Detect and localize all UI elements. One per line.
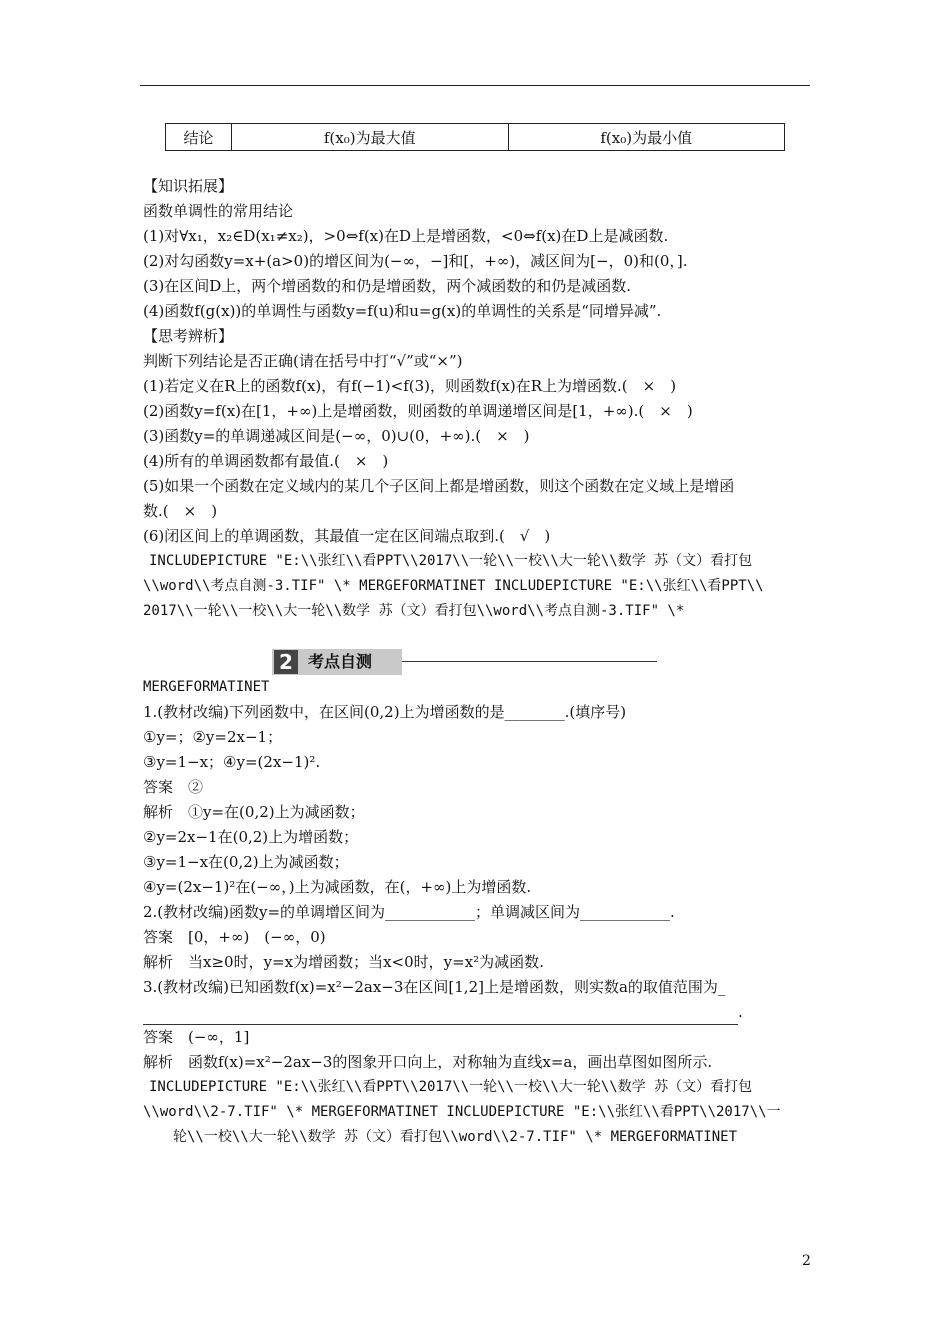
- answer-blank-line: [143, 1000, 823, 1025]
- analysis-line: 解析 函数f(x)=x²−2ax−3的图象开口向上，对称轴为直线x=a，画出草图如图所示.: [143, 1053, 713, 1071]
- analysis-line: 解析 ①y=在(0,2)上为减函数；: [143, 803, 365, 821]
- text-line: (5)如果一个函数在定义域内的某几个子区间上都是增函数，则这个函数在定义域上是增函: [143, 477, 735, 495]
- conclusion-table: [165, 123, 785, 151]
- text-line: ①y=；②y=2x−1；: [143, 728, 283, 746]
- text-line: (4)函数f(g(x))的单调性与函数y=f(u)和u=g(x)的单调性的关系是“同增异减”.: [143, 302, 662, 320]
- field-code-line: INCLUDEPICTURE "E:\\张红\\看PPT\\2017\\一轮\\一校\\大一轮\\数学 苏（文）看打包: [149, 1079, 753, 1095]
- field-code-line: MERGEFORMATINET: [143, 679, 270, 695]
- field-code-line: \\word\\考点自测-3.TIF" \* MERGEFORMATINET INCLUDEPICTURE "E:\\张红\\看PPT\\: [143, 578, 764, 594]
- text-line: 数.( × ): [143, 502, 218, 520]
- analysis-line: 解析 当x≥0时，y=x为增函数；当x<0时，y=x²为减函数.: [143, 953, 544, 971]
- field-code-line: \\word\\2-7.TIF" \* MERGEFORMATINET INCLUDEPICTURE "E:\\张红\\看PPT\\2017\\一: [143, 1104, 781, 1120]
- blank-end: .: [738, 1003, 743, 1021]
- text-line: ③y=1−x；④y=(2x−1)².: [143, 753, 321, 771]
- text-line: 函数单调性的常用结论: [143, 202, 294, 220]
- text-line: (2)函数y=f(x)在[1，+∞)上是增函数，则函数的单调递增区间是[1，+∞).( × ): [143, 402, 693, 420]
- table-cell-min: f(x₀)为最小值: [508, 124, 785, 151]
- heading-knowledge: 【知识拓展】: [143, 177, 234, 195]
- table-row: [166, 124, 785, 151]
- text-line: (1)若定义在R上的函数f(x)，有f(−1)<f(3)，则函数f(x)在R上为增函数.( × ): [143, 377, 677, 395]
- text-line: (1)对∀x₁，x₂∈D(x₁≠x₂)，>0⇔f(x)在D上是增函数，<0⇔f(x)在D上是减函数.: [143, 227, 669, 245]
- text-line: (4)所有的单调函数都有最值.( × ): [143, 452, 389, 470]
- section-title: 考点自测: [308, 652, 373, 671]
- field-code-line: INCLUDEPICTURE "E:\\张红\\看PPT\\2017\\一轮\\一校\\大一轮\\数学 苏（文）看打包: [149, 553, 753, 569]
- table-cell-label: 结论: [166, 124, 232, 151]
- text-line: (3)在区间D上，两个增函数的和仍是增函数，两个减函数的和仍是减函数.: [143, 277, 632, 295]
- section-header: [272, 649, 657, 675]
- question-line: 2.(教材改编)函数y=的单调增区间为____________；单调减区间为____________.: [143, 903, 675, 921]
- section-rule: [402, 661, 657, 662]
- section-number: 2: [274, 650, 298, 674]
- header-rule: [140, 85, 810, 86]
- answer-blank: [143, 1002, 738, 1025]
- field-code-line: 2017\\一轮\\一校\\大一轮\\数学 苏（文）看打包\\word\\考点自测-3.TIF" \*: [143, 603, 685, 619]
- text-line: 判断下列结论是否正确(请在括号中打“√”或“×”): [143, 352, 463, 370]
- question-line: 3.(教材改编)已知函数f(x)=x²−2ax−3在区间[1,2]上是增函数，则实数a的取值范围为_: [143, 978, 726, 996]
- text-line: (6)闭区间上的单调函数，其最值一定在区间端点取到.( √ ): [143, 527, 551, 545]
- page-number: 2: [802, 1253, 811, 1269]
- self-test-section: [143, 675, 823, 1150]
- text-line: ④y=(2x−1)²在(−∞，)上为减函数，在(，+∞)上为增函数.: [143, 878, 532, 896]
- field-code-line: 轮\\一校\\大一轮\\数学 苏（文）看打包\\word\\2-7.TIF" \* MERGEFORMATINET: [173, 1129, 738, 1145]
- text-line: ③y=1−x在(0,2)上为减函数；: [143, 853, 349, 871]
- text-line: ②y=2x−1在(0,2)上为增函数；: [143, 828, 359, 846]
- text-line: (3)函数y=的单调递减区间是(−∞，0)∪(0，+∞).( × ): [143, 427, 530, 445]
- table-cell-max: f(x₀)为最大值: [232, 124, 509, 151]
- heading-thinking: 【思考辨析】: [143, 327, 234, 345]
- knowledge-section: [143, 174, 823, 624]
- text-line: (2)对勾函数y=x+(a>0)的增区间为(−∞，−]和[，+∞)，减区间为[−，0)和(0，].: [143, 252, 688, 270]
- answer-line: 答案 [0，+∞) (−∞，0): [143, 928, 326, 946]
- answer-line: 答案 (−∞，1]: [143, 1028, 250, 1046]
- answer-line: 答案 ②: [143, 778, 204, 796]
- question-line: 1.(教材改编)下列函数中，在区间(0,2)上为增函数的是________.(填序号): [143, 703, 627, 721]
